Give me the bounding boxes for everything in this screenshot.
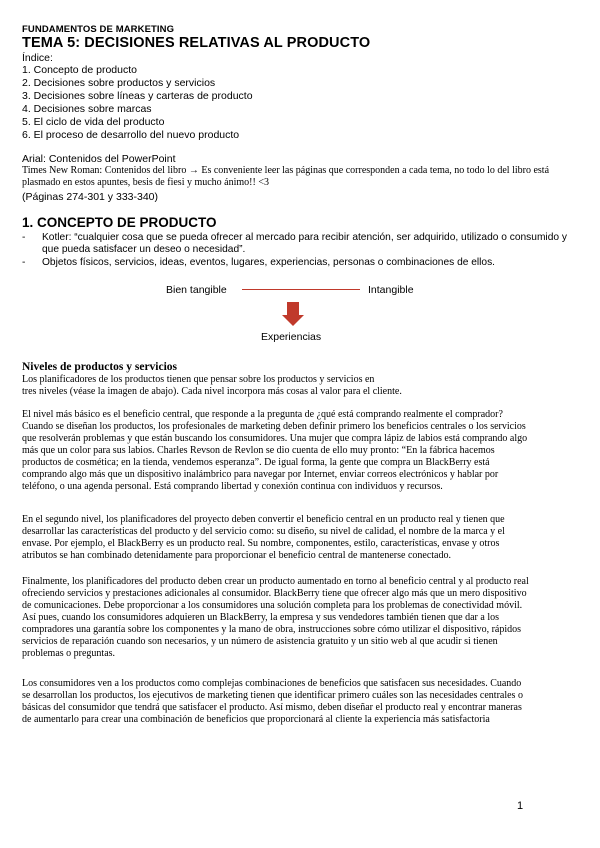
- index-item: 1. Concepto de producto: [22, 64, 137, 76]
- bullet-dash: -: [22, 257, 26, 268]
- paragraph: [22, 678, 582, 726]
- paragraph-line: problemas o preguntas.: [22, 648, 116, 660]
- paragraph-line: básicas del consumidor que tendrá que satisfacer el producto. Así mismo, deben diseñar el producto real y encontrar maneras: [22, 702, 522, 714]
- paragraph-line: compradores una garantía sobre los componentes y la mano de obra, instrucciones sobre cómo utilizar el dispositivo, rápidos: [22, 624, 522, 636]
- bullet-text: Kotler: “cualquier cosa que se pueda ofrecer al mercado para recibir atención, ser adquirido, utilizado o consumido y que pueda satisfacer un deseo o necesidad”.: [42, 232, 567, 256]
- paragraph-line: desarrollar las características del producto y del servicio como: su diseño, su nivel de calidad, el nombre de la marca y el: [22, 526, 505, 538]
- paragraph-line: En el segundo nivel, los planificadores del proyecto deben convertir el beneficio central en un producto real y tienen que: [22, 514, 505, 525]
- paragraph-line: productos de cosmética; en la tienda, vendemos esperanza”. De igual forma, la gente que compra un BlackBerry está: [22, 457, 490, 469]
- paragraph-line: servicios de reparación cuando son necesarios, y un número de asistencia gratuito y un sitio web al que acudir si tienen: [22, 636, 498, 648]
- paragraph-line: de aumentarlo para crear una combinación de beneficios que proporcionará al cliente la experiencia más satisfactoria: [22, 714, 490, 726]
- paragraph-line: Los consumidores ven a los productos como complejas combinaciones de beneficios que satisfacen sus necesidades. Cuando: [22, 678, 522, 689]
- subsection-heading: Niveles de productos y servicios: [22, 361, 178, 373]
- paragraph-line: envase. Por ejemplo, el BlackBerry es un producto real. Su nombre, componentes, estilo, características, envase y otros: [22, 538, 500, 550]
- bullet-dash: -: [22, 232, 26, 243]
- paragraph-line: se desarrollan los productos, los ejecutivos de marketing tienen que identificar primero cuáles son las necesidades centrales o: [22, 690, 523, 702]
- index-item: 3. Decisiones sobre líneas y carteras de producto: [22, 90, 253, 103]
- index-label: Índice:: [22, 52, 53, 64]
- bullet-text: Objetos físicos, servicios, ideas, eventos, lugares, experiencias, personas o combinaciones de ellos.: [42, 257, 496, 268]
- page-number: 1: [517, 800, 524, 812]
- paragraph: [22, 409, 582, 493]
- paragraph-line: Cuando se diseñan los productos, los profesionales de marketing deben definir primero los beneficios centrales o los servicios: [22, 421, 526, 433]
- bottom-label: Experiencias: [261, 331, 322, 343]
- paragraph-line: ofreciendo servicios y prestaciones adicionales al consumidor. BlackBerry tiene que ofrecer algo más que un mero dispositivo: [22, 588, 527, 600]
- index-item: 6. El proceso de desarrollo del nuevo producto: [22, 129, 240, 142]
- paragraph-line: Los planificadores de los productos tienen que pensar sobre los productos y servicios en: [22, 374, 375, 385]
- right-label: Intangible: [368, 284, 414, 296]
- index-item: 5. El ciclo de vida del producto: [22, 116, 165, 129]
- paragraph-line: que resolverán problemas y que están buscando los consumidores. Una mujer que compra lápiz de labios está comprando algo: [22, 433, 528, 445]
- index-list: [22, 64, 253, 143]
- tangibility-diagram: [160, 278, 440, 348]
- paragraph-line: teléfono, o una agenda personal. Está comprando libertad y conexión continua con individuos y recursos.: [22, 481, 443, 493]
- paragraph-line: El nivel más básico es el beneficio central, que responde a la pregunta de ¿qué está comprando realmente el comprador?: [22, 409, 503, 420]
- topic-title: TEMA 5: DECISIONES RELATIVAS AL PRODUCTO: [22, 35, 371, 51]
- paragraph-line: más que un color para sus labios. Charles Revson de Revlon se dio cuenta de ello muy pronto: “En la fábrica hacemos: [22, 445, 495, 457]
- paragraph-line: atributos se han combinado detenidamente para proporcionar el beneficio central de mantenerse conectado.: [22, 550, 451, 562]
- page-references: (Páginas 274-301 y 333-340): [22, 191, 159, 203]
- index-item: 2. Decisiones sobre productos y servicios: [22, 77, 216, 90]
- bullet-item: [22, 257, 578, 269]
- paragraph-line: Finalmente, los planificadores del producto deben crear un producto aumentado en torno al beneficio central y al producto real: [22, 576, 529, 587]
- paragraph: [22, 374, 582, 398]
- paragraph-line: de comunicaciones. Debe proporcionar a los consumidores una solución completa para los problemas de conectividad móvil.: [22, 600, 523, 612]
- font-note-arial: Arial: Contenidos del PowerPoint: [22, 153, 176, 165]
- paragraph: [22, 576, 582, 660]
- font-note-times: Times New Roman: Contenidos del libro → Es conveniente leer las páginas que corresponden a cada tema, no todo lo del libro está plasmado en estos apuntes, besis de fiesi y mucho ánimo!! <3: [22, 165, 550, 188]
- paragraph-line: tres niveles (véase la imagen de abajo). Cada nivel incorpora más cosas al valor para el cliente.: [22, 386, 402, 398]
- course-title: FUNDAMENTOS DE MARKETING: [22, 24, 175, 35]
- section-heading: 1. CONCEPTO DE PRODUCTO: [22, 215, 217, 230]
- paragraph-line: Así pues, cuando los consumidores adquieren un BlackBerry, la empresa y sus vendedores también tienen que dar a los: [22, 612, 499, 624]
- paragraph: [22, 514, 582, 562]
- bullet-item: [22, 232, 578, 257]
- left-label: Bien tangible: [166, 284, 227, 296]
- down-arrow-icon: [282, 302, 304, 326]
- paragraph-line: comprando algo más que un dispositivo inalámbrico para navegar por Internet, enviar correos electrónicos y hablar por: [22, 469, 499, 481]
- index-item: 4. Decisiones sobre marcas: [22, 103, 152, 116]
